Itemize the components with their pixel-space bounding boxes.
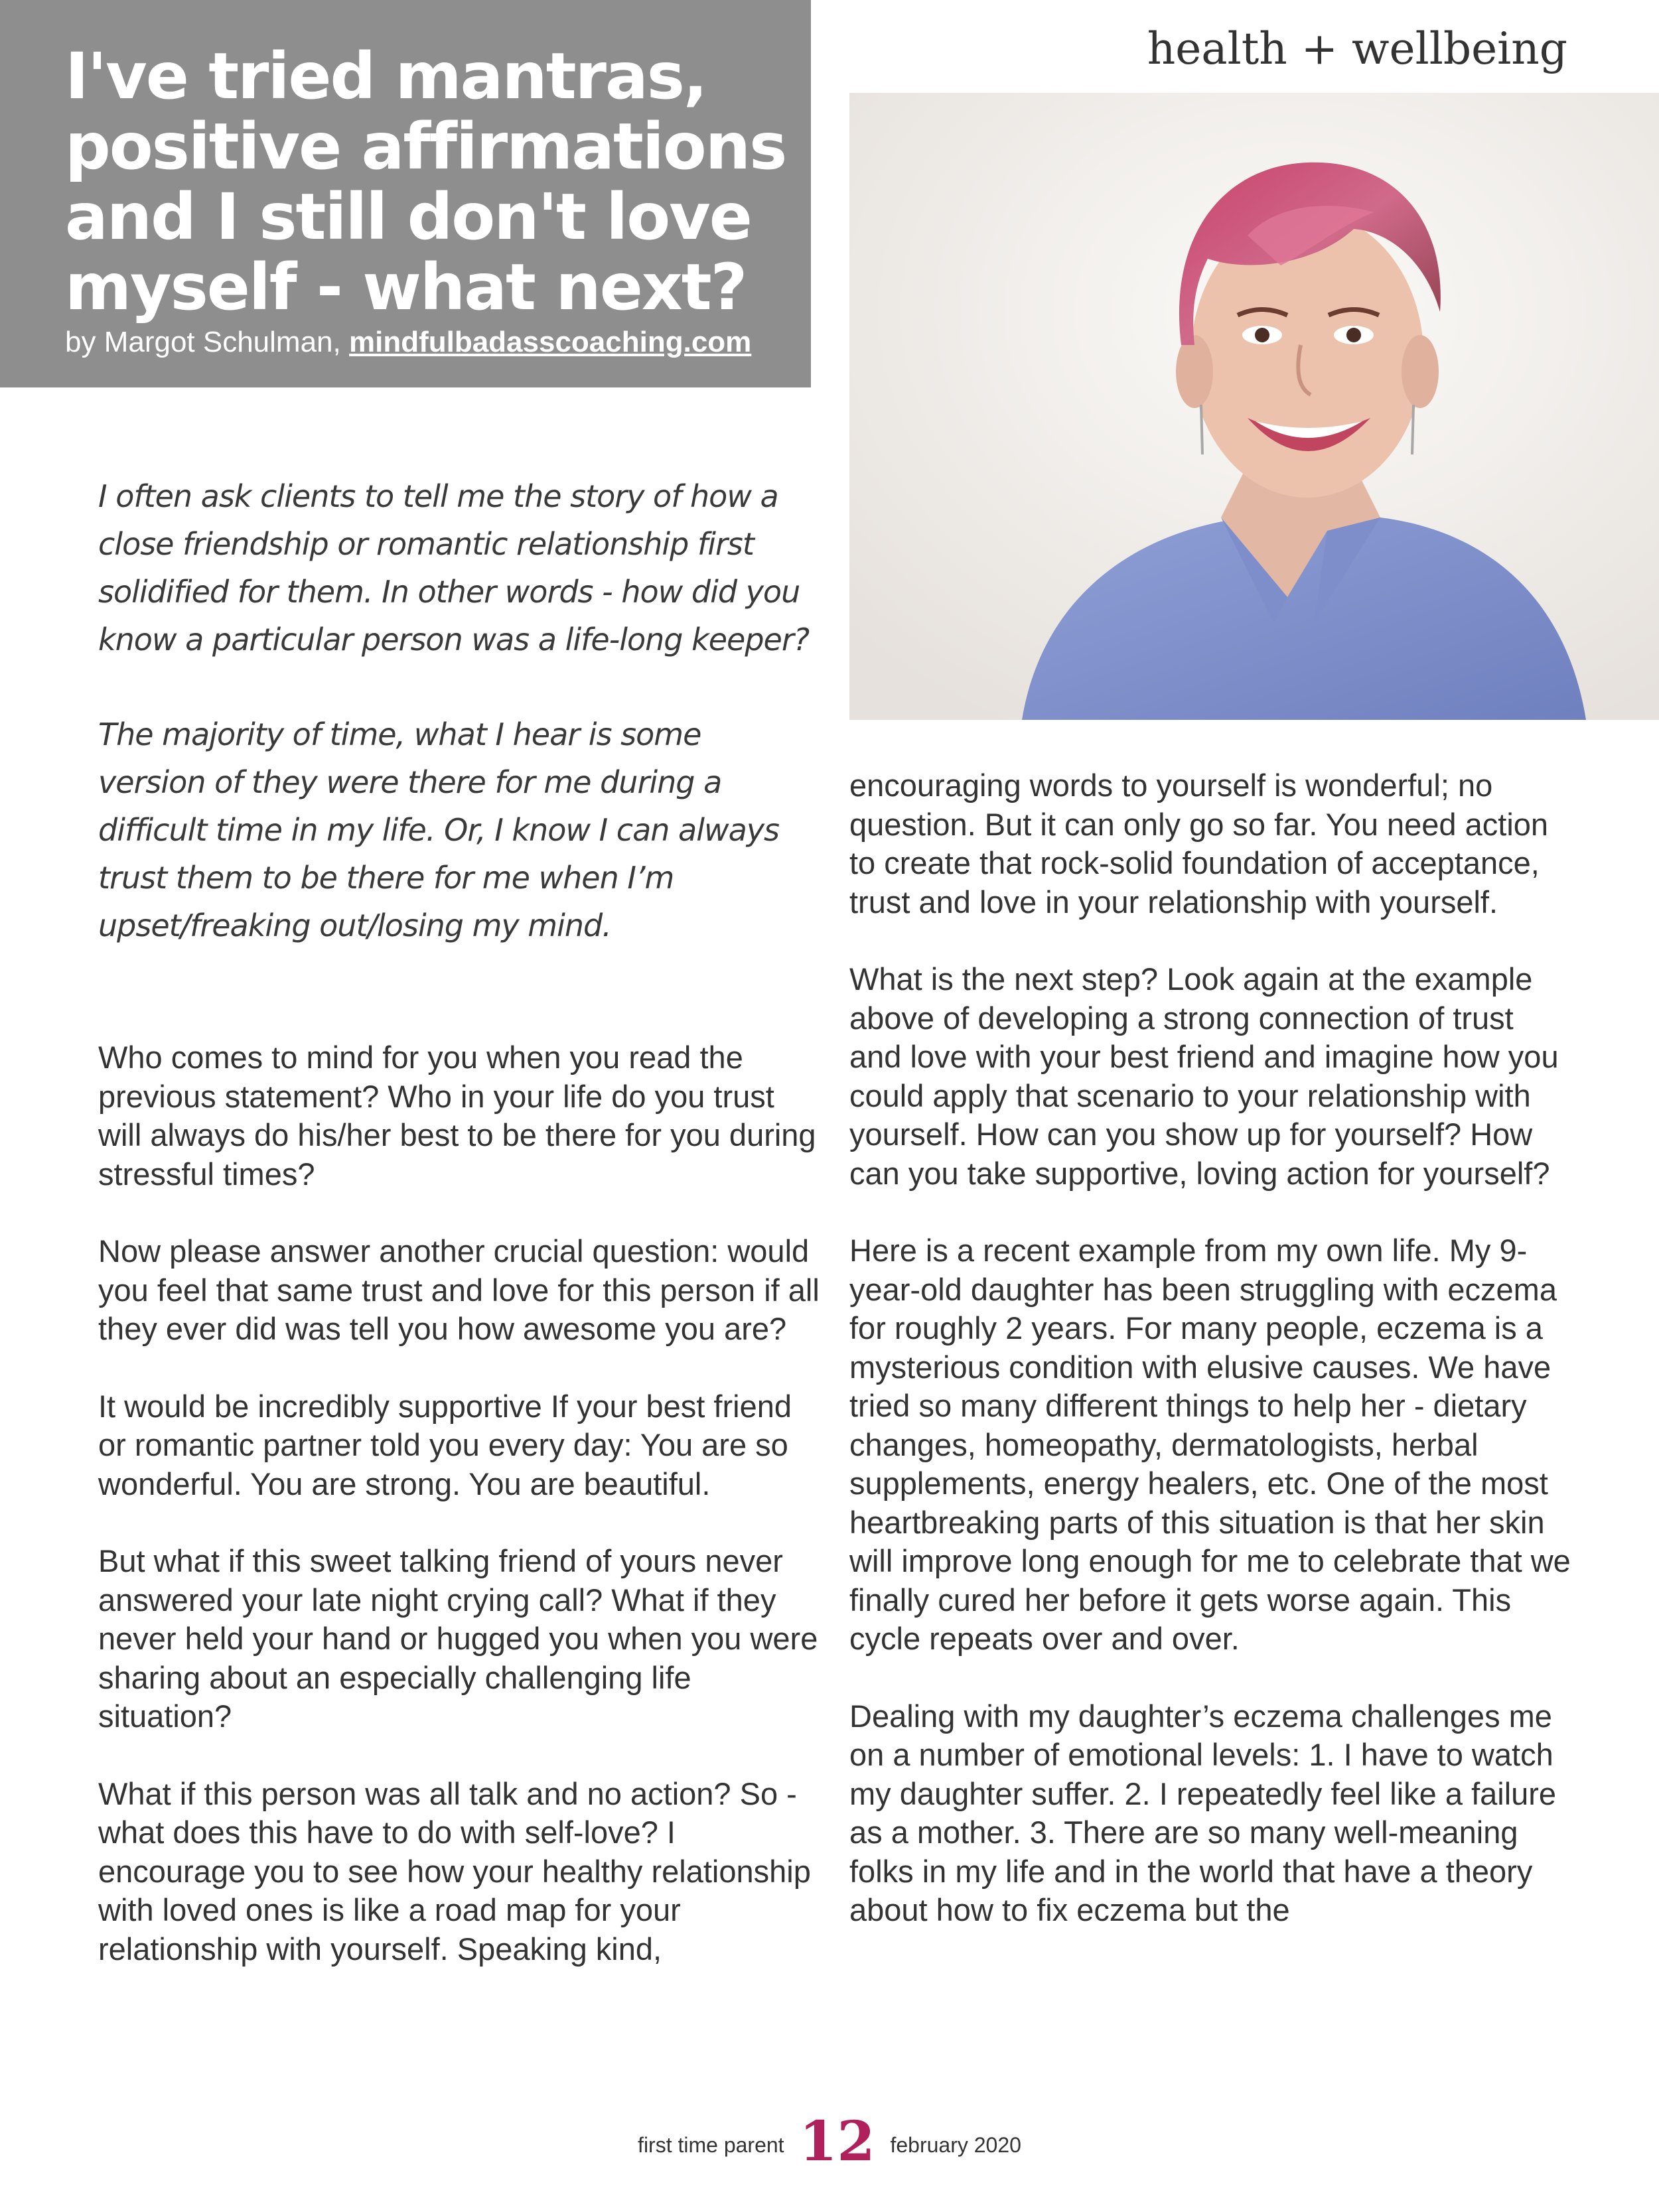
article-intro bbox=[98, 472, 815, 997]
section-label: health + wellbeing bbox=[1147, 23, 1567, 74]
body-paragraph: Who comes to mind for you when you read the previous statement? Who in your life do you trust will always do his/her best to be there for you during stressful times? bbox=[98, 1040, 816, 1192]
title-line: positive affirmations bbox=[65, 109, 786, 184]
body-paragraph: Now please answer another crucial question: would you feel that same trust and love for this person if all they ever did was tell you how awesome you are? bbox=[98, 1233, 820, 1346]
body-paragraph: What if this person was all talk and no action? So - what does this have to do with self-love? I encourage you to see how your healthy relationship with loved ones is like a road map for your relationship with yourself. Speaking kind, bbox=[98, 1775, 811, 1967]
body-paragraph: What is the next step? Look again at the example above of developing a strong connection of trust and love with your best friend and imagine how you could apply that scenario to your relationship with yourself. How can you show up for yourself? How can you take supportive, loving action for yourself? bbox=[849, 961, 1559, 1191]
body-paragraph: Dealing with my daughter’s eczema challenges me on a number of emotional levels: 1. I have to watch my daughter suffer. 2. I repeatedly feel like a failure as a mother. 3. There are so many well-meaning folks in my life and in the world that have a theory about how to fix eczema but the bbox=[849, 1698, 1557, 1927]
body-paragraph: encouraging words to yourself is wonderful; no question. But it can only go so far. You need action to create that rock-solid foundation of acceptance, trust and love in your relationship with yourself. bbox=[849, 768, 1549, 920]
title-line: myself - what next? bbox=[65, 250, 747, 324]
body-paragraph: Here is a recent example from my own life. My 9-year-old daughter has been struggling with eczema for roughly 2 years. For many people, eczema is a mysterious condition with elusive causes. We have tried so many different things to help her - dietary changes, homeopathy, dermatologists, herbal supplements, energy healers, etc. One of the most heartbreaking parts of this situation is that her skin will improve long enough for me to celebrate that we finally cured her before it gets worse again. This cycle repeats over and over. bbox=[849, 1233, 1571, 1656]
publication-name: first time parent bbox=[638, 2133, 784, 2157]
intro-paragraph: The majority of time, what I hear is some version of they were there for me during a difficult time in my life. Or, I know I can always trust them to be there for me when I’m upset/freaking out/losing my mind. bbox=[98, 717, 780, 943]
author-portrait-icon bbox=[849, 93, 1659, 720]
byline bbox=[65, 325, 811, 360]
page-footer bbox=[0, 2110, 1659, 2174]
body-paragraph: It would be incredibly supportive If your best friend or romantic partner told you every day: You are so wonderful. You are strong. You are beautiful. bbox=[98, 1388, 792, 1501]
intro-paragraph: I often ask clients to tell me the story of how a close friendship or romantic relationship first solidified for them. In other words - how did you know a particular person was a life-long keeper? bbox=[98, 478, 810, 657]
title-line: and I still don't love bbox=[65, 180, 751, 254]
page-number: 12 bbox=[799, 2110, 875, 2174]
body-column-left bbox=[98, 1038, 822, 2007]
article-title bbox=[65, 41, 811, 322]
author-website-link[interactable]: mindfulbadasscoaching.com bbox=[348, 326, 752, 358]
title-banner bbox=[0, 0, 811, 387]
body-paragraph: But what if this sweet talking friend of yours never answered your late night crying call? What if they never held your hand or hugged you when you were sharing about an especially challenging life situation? bbox=[98, 1543, 818, 1734]
body-column-right bbox=[849, 766, 1573, 1969]
title-line: I've tried mantras, bbox=[65, 39, 707, 113]
byline-author: by Margot Schulman, bbox=[65, 326, 349, 358]
issue-date: february 2020 bbox=[890, 2133, 1021, 2157]
